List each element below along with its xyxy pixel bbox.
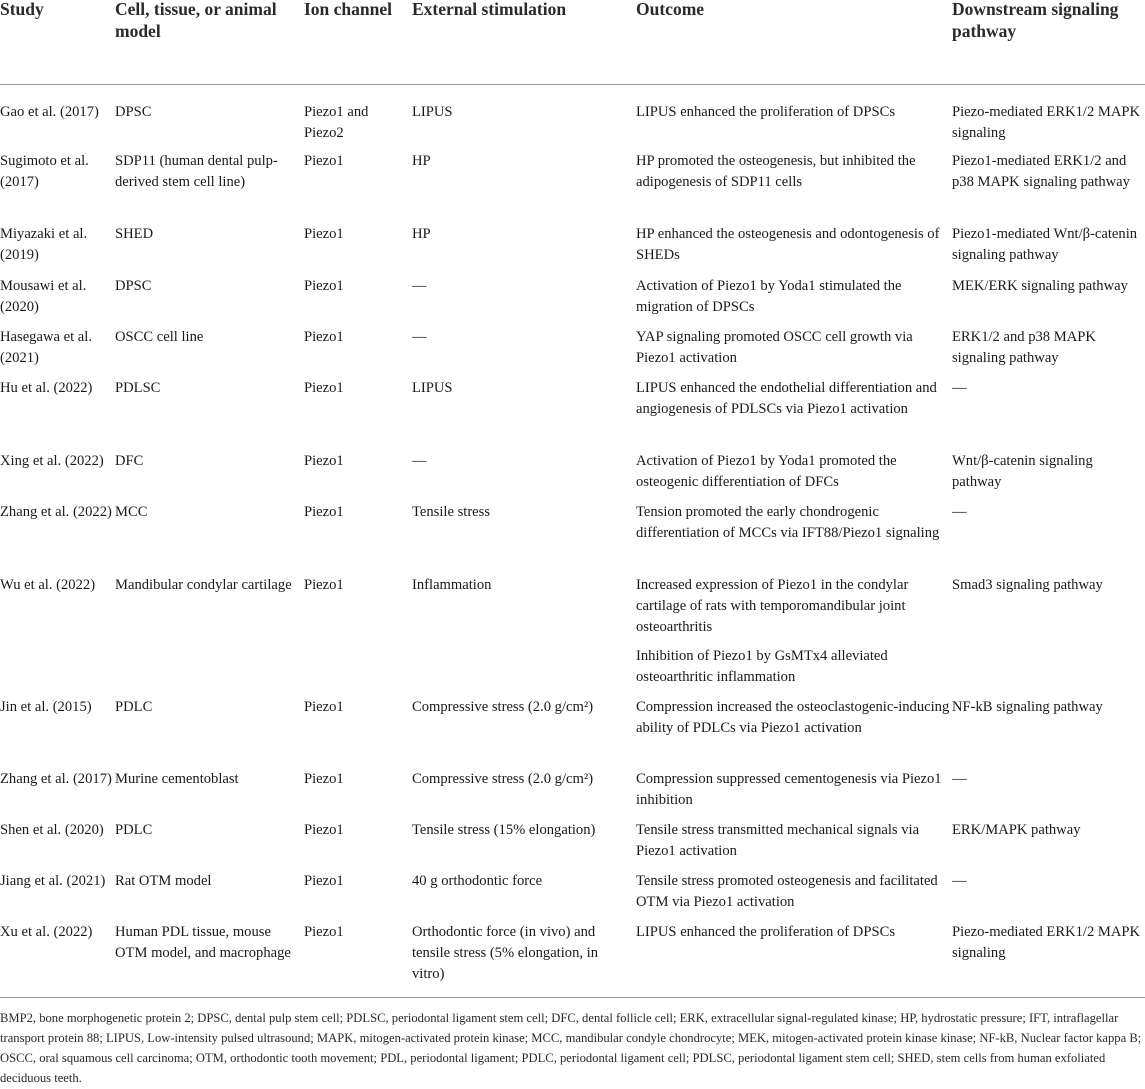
header-external-stimulation: External stimulation — [412, 0, 567, 19]
cell-study: Hu et al. (2022) — [0, 380, 93, 396]
cell-pathway: Piezo-mediated ERK1/2 MAPK signaling — [952, 104, 1141, 141]
cell-study: Wu et al. (2022) — [0, 577, 96, 593]
cell-model: MCC — [115, 504, 148, 520]
cell-ion-channel: Piezo1 — [304, 453, 344, 469]
cell-pathway: Piezo1-mediated ERK1/2 and p38 MAPK signaling pathway — [952, 153, 1130, 190]
cell-model: Murine cementoblast — [115, 771, 239, 787]
cell-stimulation: Inflammation — [412, 577, 492, 593]
cell-outcome — [636, 697, 951, 739]
header-pathway: Downstream signaling pathway — [952, 0, 1119, 41]
cell-outcome — [636, 276, 951, 318]
cell-model: Mandibular condylar cartilage — [115, 577, 292, 593]
cell-study: Xu et al. (2022) — [0, 924, 93, 940]
cell-ion-channel: Piezo1 — [304, 278, 344, 294]
cell-pathway: Smad3 signaling pathway — [952, 577, 1103, 593]
cell-model: SDP11 (human dental pulp-derived stem cell line) — [115, 153, 278, 190]
cell-pathway: ERK/MAPK pathway — [952, 822, 1081, 838]
outcome-paragraph: Inhibition of Piezo1 by GsMTx4 alleviated osteoarthritic inflammation — [636, 648, 888, 685]
cell-stimulation: — — [412, 278, 427, 294]
cell-pathway: NF-kB signaling pathway — [952, 699, 1103, 715]
cell-study: Jiang et al. (2021) — [0, 873, 106, 889]
cell-ion-channel: Piezo1 — [304, 226, 344, 242]
outcome-paragraph: Tensile stress transmitted mechanical signals via Piezo1 activation — [636, 822, 920, 859]
cell-study: Zhang et al. (2022) — [0, 504, 112, 520]
outcome-paragraph: Compression suppressed cementogenesis via Piezo1 inhibition — [636, 771, 942, 808]
cell-stimulation: Orthodontic force (in vivo) and tensile stress (5% elongation, in vitro) — [412, 924, 599, 982]
cell-stimulation: — — [412, 329, 427, 345]
table-header — [0, 0, 1145, 85]
cell-stimulation: LIPUS — [412, 380, 453, 396]
cell-model: OSCC cell line — [115, 329, 204, 345]
outcome-paragraph: YAP signaling promoted OSCC cell growth via Piezo1 activation — [636, 329, 913, 366]
cell-outcome — [636, 327, 951, 369]
cell-pathway: — — [952, 873, 967, 889]
cell-study: Zhang et al. (2017) — [0, 771, 112, 787]
cell-pathway: — — [952, 771, 967, 787]
cell-pathway: Wnt/β-catenin signaling pathway — [952, 453, 1093, 490]
cell-outcome — [636, 378, 951, 420]
outcome-paragraph: Compression increased the osteoclastogenic-inducing ability of PDLCs via Piezo1 activation — [636, 699, 950, 736]
outcome-paragraph: Tensile stress promoted osteogenesis and facilitated OTM via Piezo1 activation — [636, 873, 938, 910]
cell-model: PDLC — [115, 822, 153, 838]
header-ion-channel: Ion channel — [304, 0, 393, 19]
cell-stimulation: Tensile stress — [412, 504, 491, 520]
cell-pathway: — — [952, 380, 967, 396]
cell-ion-channel: Piezo1 — [304, 329, 344, 345]
cell-study: Miyazaki et al. (2019) — [0, 226, 88, 263]
cell-ion-channel: Piezo1 — [304, 504, 344, 520]
outcome-paragraph: Increased expression of Piezo1 in the condylar cartilage of rats with temporomandibular joint osteoarthritis — [636, 577, 909, 635]
cell-ion-channel: Piezo1 — [304, 873, 344, 889]
cell-study: Shen et al. (2020) — [0, 822, 104, 838]
cell-stimulation: HP — [412, 226, 431, 242]
cell-model: DPSC — [115, 278, 152, 294]
cell-outcome — [636, 769, 951, 811]
cell-outcome — [636, 502, 951, 544]
cell-model: PDLC — [115, 699, 153, 715]
outcome-paragraph: Tension promoted the early chondrogenic differentiation of MCCs via IFT88/Piezo1 signaling — [636, 504, 940, 541]
cell-pathway: MEK/ERK signaling pathway — [952, 278, 1128, 294]
outcome-paragraph: Activation of Piezo1 by Yoda1 stimulated the migration of DPSCs — [636, 278, 902, 315]
cell-model: DFC — [115, 453, 144, 469]
header-model: Cell, tissue, or animal model — [115, 0, 277, 41]
cell-ion-channel: Piezo1 — [304, 699, 344, 715]
cell-stimulation: HP — [412, 153, 431, 169]
cell-ion-channel: Piezo1 — [304, 924, 344, 940]
cell-ion-channel: Piezo1 — [304, 822, 344, 838]
cell-ion-channel: Piezo1 and Piezo2 — [304, 104, 369, 141]
outcome-paragraph: HP enhanced the osteogenesis and odontogenesis of SHEDs — [636, 226, 940, 263]
cell-outcome — [636, 575, 951, 688]
cell-stimulation: — — [412, 453, 427, 469]
table-footnote: BMP2, bone morphogenetic protein 2; DPSC, dental pulp stem cell; PDLSC, periodontal ligament stem cell; DFC, dental follicle cell; ERK, extracellular signal-regulated kinase; HP, hydrostatic pressure; IFT, intraflagellar transport protein 88; LIPUS, Low-intensity pulsed ultrasound; MAPK, mitogen-activated protein kinase; MCC, mandibular condyle chondrocyte; MEK, mitogen-activated protein kinase kinase; NF-kB, Nuclear factor kappa B; OSCC, oral squamous cell carcinoma; OTM, orthodontic tooth movement; PDL, periodontal ligament; PDLC, periodontal ligament cell; PDLSC, periodontal ligament stem cell; SHED, stem cells from human exfoliated deciduous teeth. — [0, 1011, 1142, 1085]
cell-study: Hasegawa et al. (2021) — [0, 329, 92, 366]
cell-study: Xing et al. (2022) — [0, 453, 104, 469]
header-study: Study — [0, 0, 44, 19]
header-outcome: Outcome — [636, 0, 705, 19]
cell-ion-channel: Piezo1 — [304, 577, 344, 593]
outcome-paragraph: LIPUS enhanced the proliferation of DPSCs — [636, 104, 895, 120]
cell-model: SHED — [115, 226, 154, 242]
cell-ion-channel: Piezo1 — [304, 153, 344, 169]
cell-pathway: Piezo-mediated ERK1/2 MAPK signaling — [952, 924, 1141, 961]
table-bottom-rule — [0, 997, 1145, 998]
cell-study: Jin et al. (2015) — [0, 699, 92, 715]
cell-pathway: — — [952, 504, 967, 520]
cell-outcome — [636, 151, 951, 193]
cell-study: Mousawi et al. (2020) — [0, 278, 87, 315]
cell-model: Human PDL tissue, mouse OTM model, and macrophage — [115, 924, 291, 961]
cell-outcome — [636, 102, 951, 123]
cell-study: Sugimoto et al. (2017) — [0, 153, 89, 190]
cell-stimulation: 40 g orthodontic force — [412, 873, 543, 889]
cell-pathway: ERK1/2 and p38 MAPK signaling pathway — [952, 329, 1096, 366]
cell-stimulation: Compressive stress (2.0 g/cm²) — [412, 699, 594, 715]
cell-stimulation: LIPUS — [412, 104, 453, 120]
cell-outcome — [636, 224, 951, 266]
outcome-paragraph: Activation of Piezo1 by Yoda1 promoted the osteogenic differentiation of DFCs — [636, 453, 897, 490]
cell-model: DPSC — [115, 104, 152, 120]
cell-outcome — [636, 922, 951, 943]
cell-ion-channel: Piezo1 — [304, 771, 344, 787]
cell-model: PDLSC — [115, 380, 161, 396]
cell-ion-channel: Piezo1 — [304, 380, 344, 396]
cell-stimulation: Compressive stress (2.0 g/cm²) — [412, 771, 594, 787]
outcome-paragraph: HP promoted the osteogenesis, but inhibited the adipogenesis of SDP11 cells — [636, 153, 916, 190]
cell-model: Rat OTM model — [115, 873, 212, 889]
outcome-paragraph: LIPUS enhanced the proliferation of DPSCs — [636, 924, 895, 940]
cell-stimulation: Tensile stress (15% elongation) — [412, 822, 596, 838]
cell-outcome — [636, 820, 951, 862]
outcome-paragraph: LIPUS enhanced the endothelial differentiation and angiogenesis of PDLSCs via Piezo1 activation — [636, 380, 937, 417]
cell-pathway: Piezo1-mediated Wnt/β-catenin signaling pathway — [952, 226, 1138, 263]
cell-outcome — [636, 871, 951, 913]
cell-study: Gao et al. (2017) — [0, 104, 99, 120]
cell-outcome — [636, 451, 951, 493]
